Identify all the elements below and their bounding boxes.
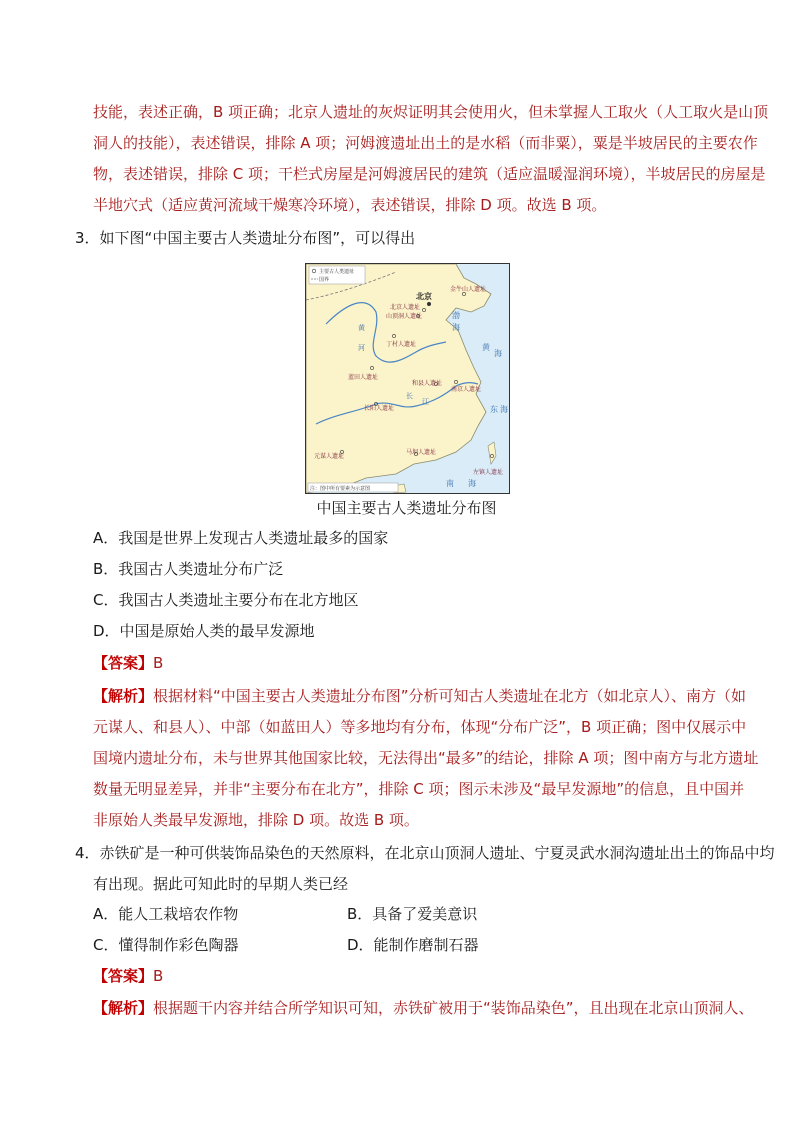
analysis-text: 根据材料“中国主要古人类遗址分布图”分析可知古人类遗址在北方（如北京人）、南方（如 — [153, 687, 747, 705]
option-c: C．懂得制作彩色陶器 — [93, 936, 239, 954]
site-label: 蓝田人遗址 — [348, 374, 379, 381]
site-label: 北京人遗址 — [390, 304, 421, 311]
analysis-label: 【解析】 — [93, 687, 154, 705]
site-label: 丁村人遗址 — [386, 341, 417, 348]
option-c: C．我国古人类遗址主要分布在北方地区 — [93, 591, 359, 609]
analysis-line — [93, 998, 754, 1018]
question-3-stem: 3．如下图“中国主要古人类遗址分布图”，可以得出 — [75, 229, 416, 247]
analysis-line: 半地穴式（适应黄河流域干燥寒冷环境），表述错误，排除 D 项。故选 B 项。 — [93, 196, 607, 214]
site-label: 马坝人遗址 — [406, 449, 437, 456]
sea-label: 海 — [468, 479, 476, 488]
analysis-text: 根据题干内容并结合所学知识可知，赤铁矿被用于“装饰品染色”，且出现在北京山顶洞人、 — [153, 999, 754, 1017]
analysis-line: 洞人的技能），表述错误，排除 A 项；河姆渡遗址出土的是水稻（而非粟），粟是半坡居民的主要农作 — [93, 134, 758, 152]
capital-label: 北京 — [416, 292, 432, 301]
analysis-line: 技能，表述正确，B 项正确；北京人遗址的灰烬证明其会使用火，但未掌握人工取火（人工取火是山顶 — [93, 103, 769, 121]
legend-site-label: 主要古人类遗址 — [319, 269, 355, 275]
analysis-line: 非原始人类最早发源地，排除 D 项。故选 B 项。 — [93, 811, 419, 829]
river-label: 河 — [358, 344, 365, 352]
analysis-line: 元谋人、和县人）、中部（如蓝田人）等多地均有分布，体现“分布广泛”，B 项正确；图中仅展示中 — [93, 718, 747, 736]
figure-caption: 中国主要古人类遗址分布图 — [316, 499, 497, 517]
river-label: 江 — [422, 398, 429, 406]
sea-label: 海 — [500, 405, 508, 414]
question-4-stem: 有出现。据此可知此时的早期人类已经 — [93, 875, 349, 893]
answer-row — [93, 653, 163, 673]
analysis-line: 物，表述错误，排除 C 项；干栏式房屋是河姆渡居民的建筑（适应温暖湿润环境），半坡居民的房屋是 — [93, 165, 766, 183]
option-b: B．我国古人类遗址分布广泛 — [93, 560, 284, 578]
site-label: 金牛山人遗址 — [450, 286, 487, 293]
option-b: B．具备了爱美意识 — [347, 905, 478, 923]
sea-label: 海 — [452, 323, 460, 332]
option-d: D．中国是原始人类的最早发源地 — [93, 622, 315, 640]
river-label: 长 — [406, 392, 413, 400]
site-label: 南京人遗址 — [451, 386, 482, 393]
legend-border-label: 国界 — [319, 277, 330, 283]
analysis-line: 国境内遗址分布，未与世界其他国家比较，无法得出“最多”的结论，排除 A 项；图中南方与北方遗址 — [93, 749, 759, 767]
question-4-stem: 4．赤铁矿是一种可供装饰品染色的天然原料，在北京山顶洞人遗址、宁夏灵武水洞沟遗址出土的饰品中均 — [75, 844, 775, 862]
sea-label: 黄 — [482, 343, 490, 352]
answer-row — [93, 966, 163, 986]
site-label: 长阳人遗址 — [364, 405, 395, 412]
option-d: D．能制作磨制石器 — [347, 936, 479, 954]
analysis-line: 数量无明显差异，并非“主要分布在北方”，排除 C 项；图示未涉及“最早发源地”的信息，且中国并 — [93, 780, 745, 798]
river-label: 黄 — [358, 324, 365, 332]
option-a: A．能人工栽培农作物 — [93, 905, 239, 923]
site-label: 和县人遗址 — [412, 380, 443, 387]
answer-label: 【答案】 — [93, 654, 154, 672]
sea-label: 南 — [446, 479, 454, 488]
map-note: 注：图中所有要素为示意图 — [310, 486, 371, 492]
china-site-map — [305, 263, 510, 494]
analysis-label: 【解析】 — [93, 999, 154, 1017]
answer-value: B — [153, 967, 164, 985]
analysis-line — [93, 686, 746, 706]
sea-label: 东 — [490, 405, 498, 414]
site-label: 元谋人遗址 — [314, 453, 345, 460]
answer-value: B — [153, 654, 164, 672]
sea-label: 海 — [494, 349, 502, 358]
site-label: 山顶洞人遗址 — [386, 313, 423, 320]
sea-label: 渤 — [452, 311, 460, 320]
option-a: A．我国是世界上发现古人类遗址最多的国家 — [93, 529, 389, 547]
site-label: 左镇人遗址 — [473, 469, 504, 476]
answer-label: 【答案】 — [93, 967, 154, 985]
